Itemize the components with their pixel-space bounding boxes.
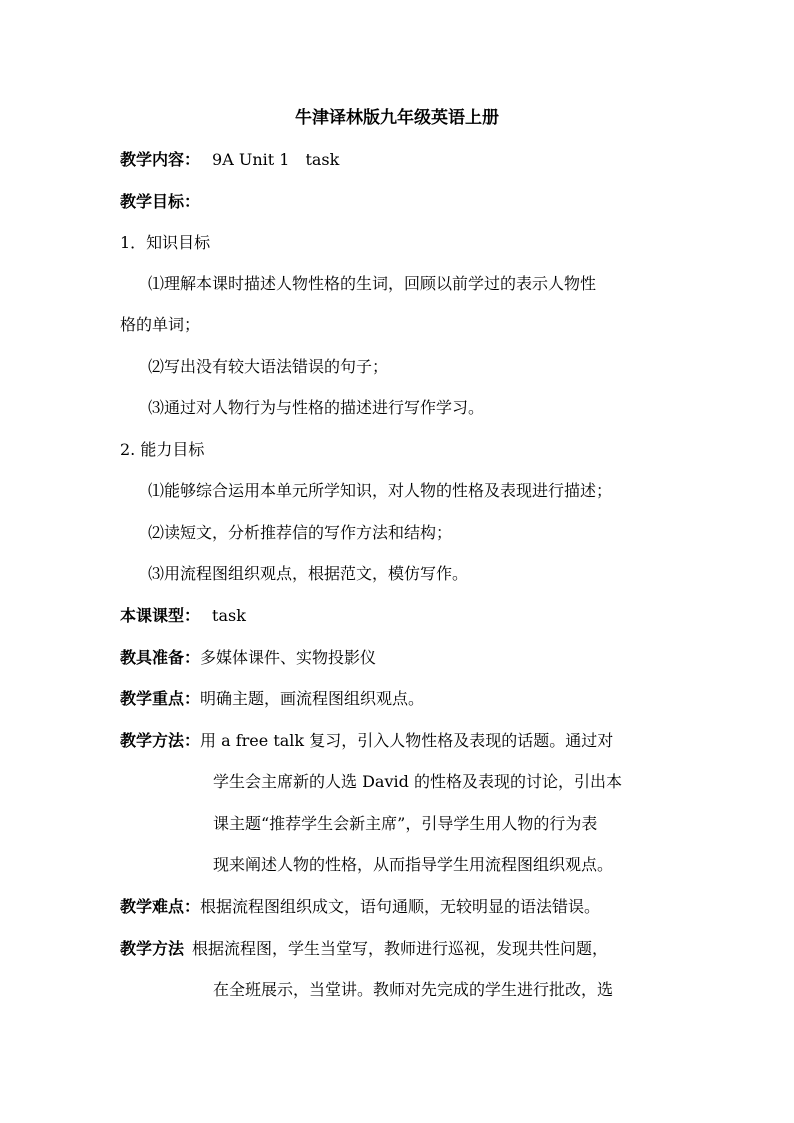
ability-item-3: ⑶用流程图组织观点，根据范文，模仿写作。	[148, 564, 469, 583]
ability-item-2: ⑵读短文，分析推荐信的写作方法和结构；	[148, 523, 453, 542]
teaching-method-2-line-2: 在全班展示，当堂讲。教师对先完成的学生进行批改，选	[213, 980, 614, 999]
teaching-method-line-4: 现来阐述人物的性格，从而指导学生用流程图组织观点。	[213, 855, 614, 874]
teaching-method-label: 教学方法：	[120, 731, 201, 750]
knowledge-goals-heading: 1．知识目标	[120, 233, 211, 252]
teaching-content-label: 教学内容：	[120, 150, 201, 169]
ability-goals-heading: 2. 能力目标	[120, 440, 205, 459]
teaching-content-value: 9A Unit 1 task	[212, 150, 340, 169]
teaching-method-2-row	[120, 939, 680, 959]
teaching-method-2-line-1: 根据流程图，学生当堂写，教师进行巡视，发现共性问题，	[192, 939, 609, 958]
ability-item-1: ⑴能够综合运用本单元所学知识，对人物的性格及表现进行描述；	[148, 481, 613, 500]
key-points-row	[120, 689, 680, 709]
teaching-tools-label: 教具准备：	[120, 648, 201, 667]
difficulty-label: 教学难点：	[120, 897, 201, 916]
teaching-goals-label: 教学目标：	[120, 192, 201, 211]
teaching-method-line-3: 课主题“推荐学生会新主席”，引导学生用人物的行为表	[213, 814, 598, 833]
difficulty-value: 根据流程图组织成文，语句通顺，无较明显的语法错误。	[200, 897, 601, 916]
teaching-method-2-label: 教学方法	[120, 939, 185, 958]
difficulty-row	[120, 897, 680, 917]
knowledge-item-2: ⑵写出没有较大语法错误的句子；	[148, 357, 389, 376]
teaching-method-line-2: 学生会主席新的人选 David 的性格及表现的讨论，引出本	[213, 772, 622, 791]
teaching-tools-value: 多媒体课件、实物投影仪	[200, 648, 377, 667]
knowledge-item-1: ⑴理解本课时描述人物性格的生词，回顾以前学过的表示人物性	[148, 274, 597, 293]
lesson-type-label: 本课课型：	[120, 606, 201, 625]
lesson-type-row	[120, 606, 680, 626]
knowledge-item-3: ⑶通过对人物行为与性格的描述进行写作学习。	[148, 398, 485, 417]
teaching-tools-row	[120, 648, 680, 668]
lesson-type-value: task	[212, 606, 246, 625]
document-title: 牛津译林版九年级英语上册	[295, 108, 499, 128]
teaching-method-line-1: 用 a free talk 复习，引入人物性格及表现的话题。通过对	[200, 731, 614, 750]
key-points-label: 教学重点：	[120, 689, 201, 708]
teaching-method-row	[120, 731, 680, 751]
knowledge-item-1-cont: 格的单词；	[120, 315, 201, 334]
key-points-value: 明确主题，画流程图组织观点。	[200, 689, 425, 708]
teaching-content-row	[120, 150, 680, 170]
